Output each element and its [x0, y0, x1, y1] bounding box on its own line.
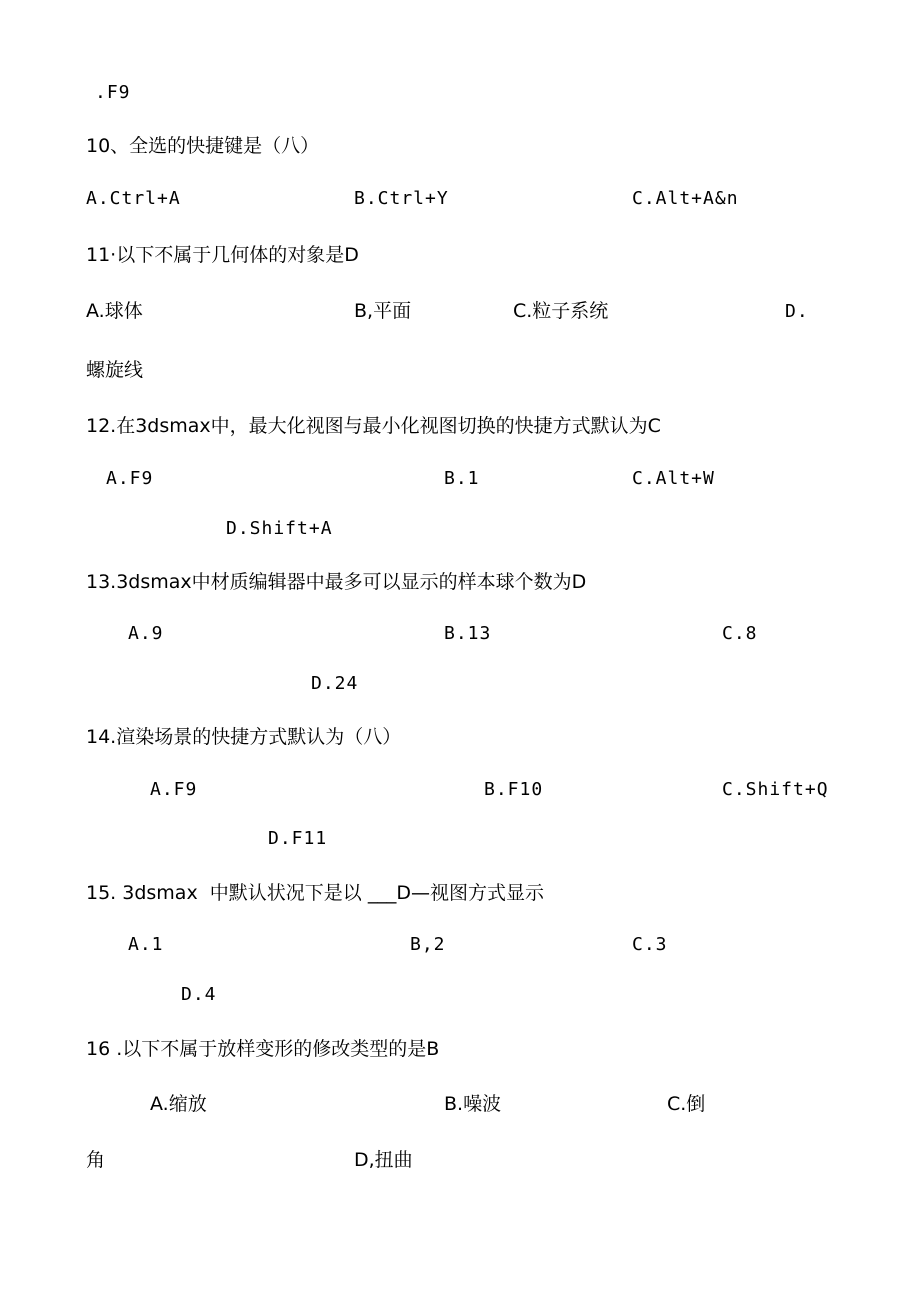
q11-option-d: D.	[785, 301, 809, 322]
q14-option-c: C.Shift+Q	[722, 779, 829, 800]
question-12: 12.在3dsmax中，最大化视图与最小化视图切换的快捷方式默认为C	[86, 415, 661, 437]
q16-option-d: D,扭曲	[354, 1149, 413, 1171]
q13-option-b: B.13	[444, 623, 492, 644]
q12-option-b: B.1	[444, 468, 480, 489]
q13-option-d: D.24	[311, 673, 359, 694]
q16-option-c-text: 角	[86, 1149, 106, 1171]
q10-option-a: A.Ctrl+A	[86, 188, 181, 209]
q10-option-b: B.Ctrl+Y	[354, 188, 449, 209]
question-11: 11·以下不属于几何体的对象是D	[86, 244, 359, 266]
question-14: 14.渲染场景的快捷方式默认为（八）	[86, 726, 402, 748]
q11-option-c: C.粒子系统	[513, 300, 609, 322]
q12-option-d: D.Shift+A	[226, 518, 333, 539]
q13-option-c: C.8	[722, 623, 758, 644]
q14-option-a: A.F9	[150, 779, 198, 800]
q15-option-c: C.3	[632, 934, 668, 955]
q15-option-a: A.1	[128, 934, 164, 955]
q16-option-a: A.缩放	[150, 1093, 207, 1115]
question-15: 15. 3dsmax 中默认状况下是以 ___D—视图方式显示	[86, 882, 544, 904]
q14-option-d: D.F11	[268, 828, 328, 849]
question-16: 16 .以下不属于放样变形的修改类型的是B	[86, 1038, 440, 1060]
q11-option-a: A.球体	[86, 300, 143, 322]
q14-option-b: B.F10	[484, 779, 544, 800]
q16-option-b: B.噪波	[444, 1093, 502, 1115]
question-10: 10、全选的快捷键是（八）	[86, 135, 320, 157]
q12-option-c: C.Alt+W	[632, 468, 715, 489]
q11-option-d-text: 螺旋线	[86, 359, 144, 381]
q15-option-d: D.4	[181, 984, 217, 1005]
q12-option-a: A.F9	[106, 468, 154, 489]
line-prev-option: .F9	[95, 82, 131, 103]
q13-option-a: A.9	[128, 623, 164, 644]
q11-option-b: B,平面	[354, 300, 412, 322]
q10-option-c: C.Alt+A&n	[632, 188, 739, 209]
q16-option-c: C.倒	[667, 1093, 706, 1115]
question-13: 13.3dsmax中材质编辑器中最多可以显示的样本球个数为D	[86, 571, 587, 593]
q15-option-b: B,2	[410, 934, 446, 955]
